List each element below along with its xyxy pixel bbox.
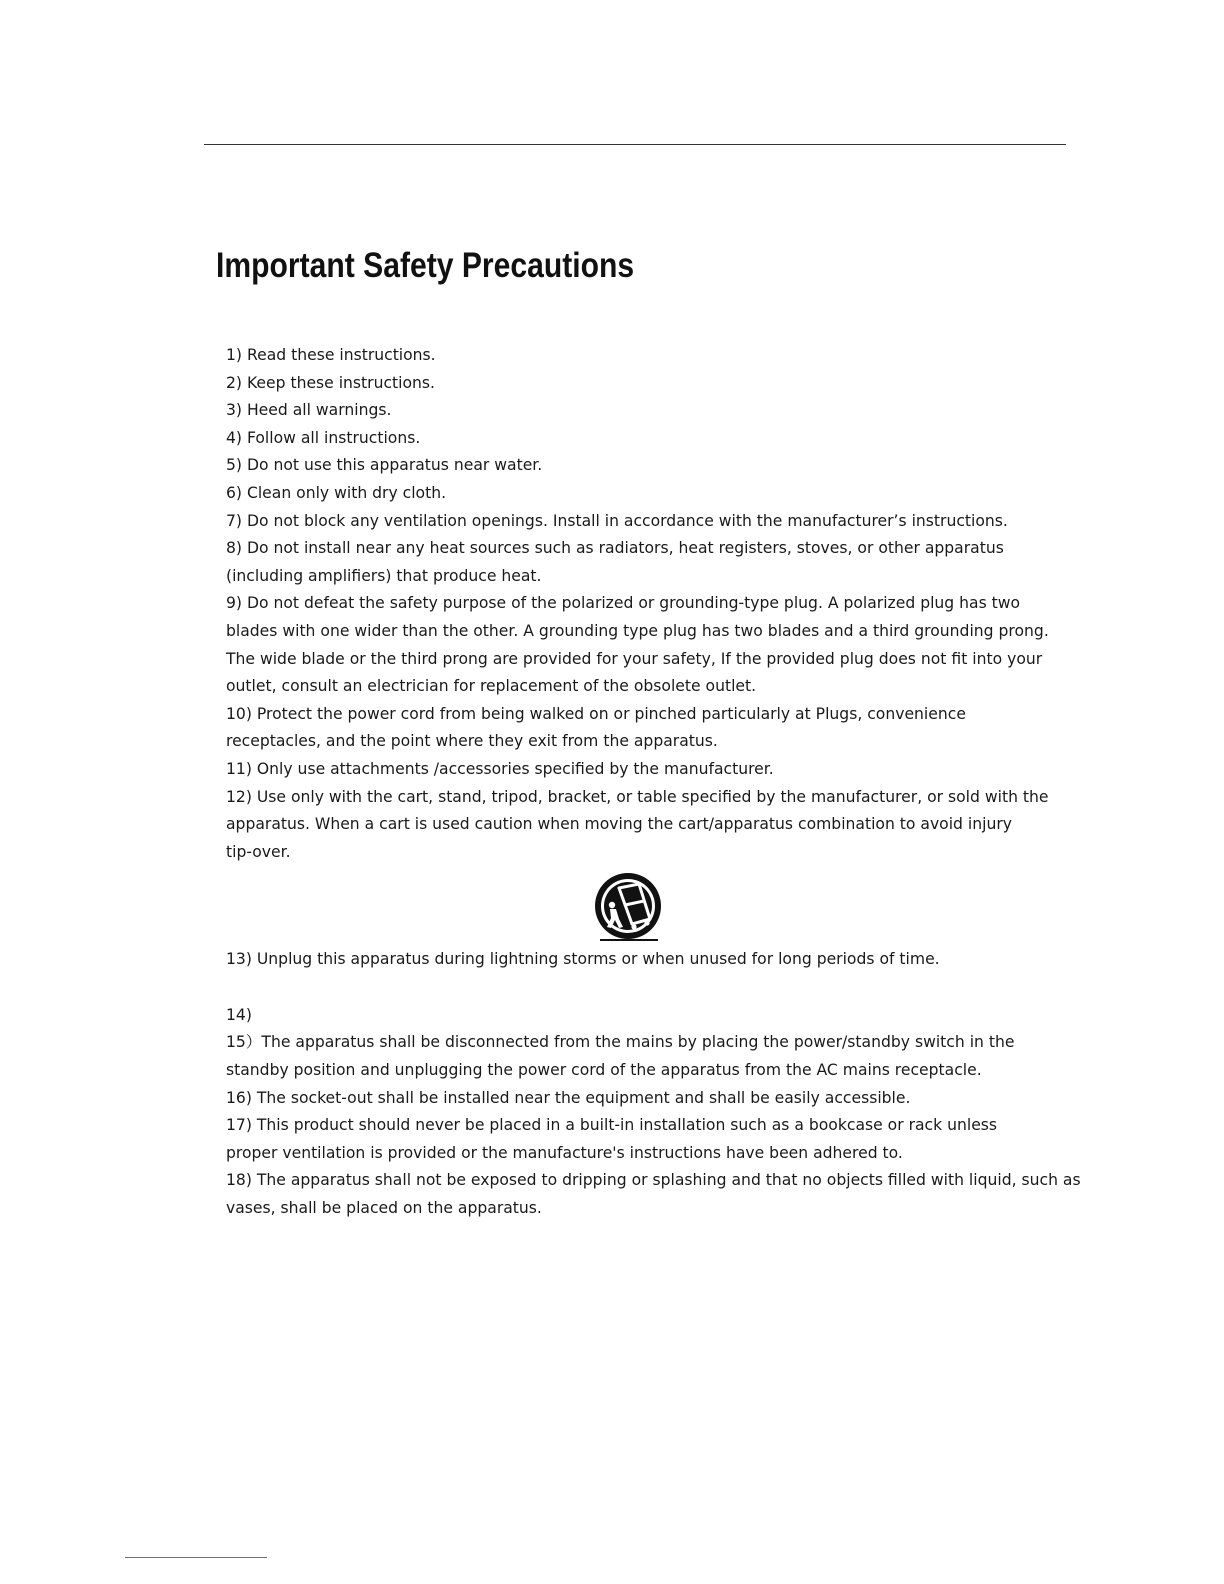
instruction-line: (including amplifiers) that produce heat. — [226, 566, 542, 585]
safety-instructions-list — [226, 342, 1086, 1223]
instruction-4 — [226, 425, 1086, 453]
instruction-line: 18) The apparatus shall not be exposed to dripping or splashing and that no objects filled with liquid, such as — [226, 1171, 1081, 1190]
instruction-line: 5) Do not use this apparatus near water. — [226, 456, 543, 475]
instruction-line: 4) Follow all instructions. — [226, 428, 421, 447]
instruction-3 — [226, 397, 1086, 425]
instruction-line: 7) Do not block any ventilation openings. Install in accordance with the manufacturer’s instructions. — [226, 511, 1008, 530]
instruction-line: blades with one wider than the other. A grounding type plug has two blades and a third grounding prong. — [226, 621, 1049, 640]
instruction-line: 11) Only use attachments /accessories specified by the manufacturer. — [226, 759, 774, 778]
instruction-9 — [226, 590, 1086, 700]
instruction-line: outlet, consult an electrician for replacement of the obsolete outlet. — [226, 677, 757, 696]
instruction-16 — [226, 1085, 1086, 1113]
instruction-8 — [226, 535, 1086, 590]
instruction-line: receptacles, and the point where they exit from the apparatus. — [226, 732, 718, 751]
footer-rule — [125, 1557, 267, 1558]
instruction-line: standby position and unplugging the power cord of the apparatus from the AC mains receptacle. — [226, 1061, 982, 1080]
header-rule — [204, 144, 1066, 145]
instruction-14 — [226, 1002, 1086, 1030]
instruction-line: apparatus. When a cart is used caution when moving the cart/apparatus combination to avoid injury — [226, 815, 1012, 834]
instruction-5 — [226, 452, 1086, 480]
instruction-6 — [226, 480, 1086, 508]
instruction-13 — [226, 946, 1086, 974]
instruction-15 — [226, 1029, 1086, 1084]
instruction-line: The wide blade or the third prong are provided for your safety, If the provided plug does not fit into your — [226, 649, 1043, 668]
instruction-10 — [226, 701, 1086, 756]
instruction-12 — [226, 784, 1086, 867]
instruction-line: 6) Clean only with dry cloth. — [226, 483, 447, 502]
instruction-line: 1) Read these instructions. — [226, 346, 436, 364]
instruction-line: 10) Protect the power cord from being walked on or pinched particularly at Plugs, convenience — [226, 704, 966, 723]
instruction-line: 3) Heed all warnings. — [226, 401, 392, 420]
instruction-line: 14) — [226, 1005, 252, 1024]
cart-tip-over-warning-icon — [592, 872, 666, 944]
instruction-line: 17) This product should never be placed in a built-in installation such as a bookcase or rack unless — [226, 1116, 998, 1135]
instruction-line: vases, shall be placed on the apparatus. — [226, 1199, 542, 1218]
cart-warning-figure — [226, 866, 1086, 946]
spacer — [226, 974, 1086, 1002]
instruction-7 — [226, 508, 1086, 536]
instruction-line: tip-over. — [226, 842, 291, 861]
instruction-line: 8) Do not install near any heat sources such as radiators, heat registers, stoves, or other apparatus — [226, 539, 1004, 558]
instruction-line: 16) The socket-out shall be installed near the equipment and shall be easily accessible. — [226, 1088, 911, 1107]
instruction-2 — [226, 370, 1086, 398]
instruction-line: 13) Unplug this apparatus during lightning storms or when unused for long periods of time. — [226, 950, 940, 969]
instruction-line: 2) Keep these instructions. — [226, 373, 435, 392]
instruction-18 — [226, 1167, 1086, 1222]
instruction-17 — [226, 1112, 1086, 1167]
instruction-line: 15）The apparatus shall be disconnected from the mains by placing the power/standby switch in the — [226, 1033, 1015, 1052]
instruction-line: 9) Do not defeat the safety purpose of the polarized or grounding-type plug. A polarized plug has two — [226, 594, 1021, 613]
instruction-line: 12) Use only with the cart, stand, tripod, bracket, or table specified by the manufacturer, or sold with the — [226, 787, 1049, 806]
instruction-1 — [226, 342, 1086, 370]
instruction-11 — [226, 756, 1086, 784]
page-title: Important Safety Precautions — [216, 246, 635, 285]
instruction-line: proper ventilation is provided or the manufacture's instructions have been adhered to. — [226, 1143, 903, 1162]
